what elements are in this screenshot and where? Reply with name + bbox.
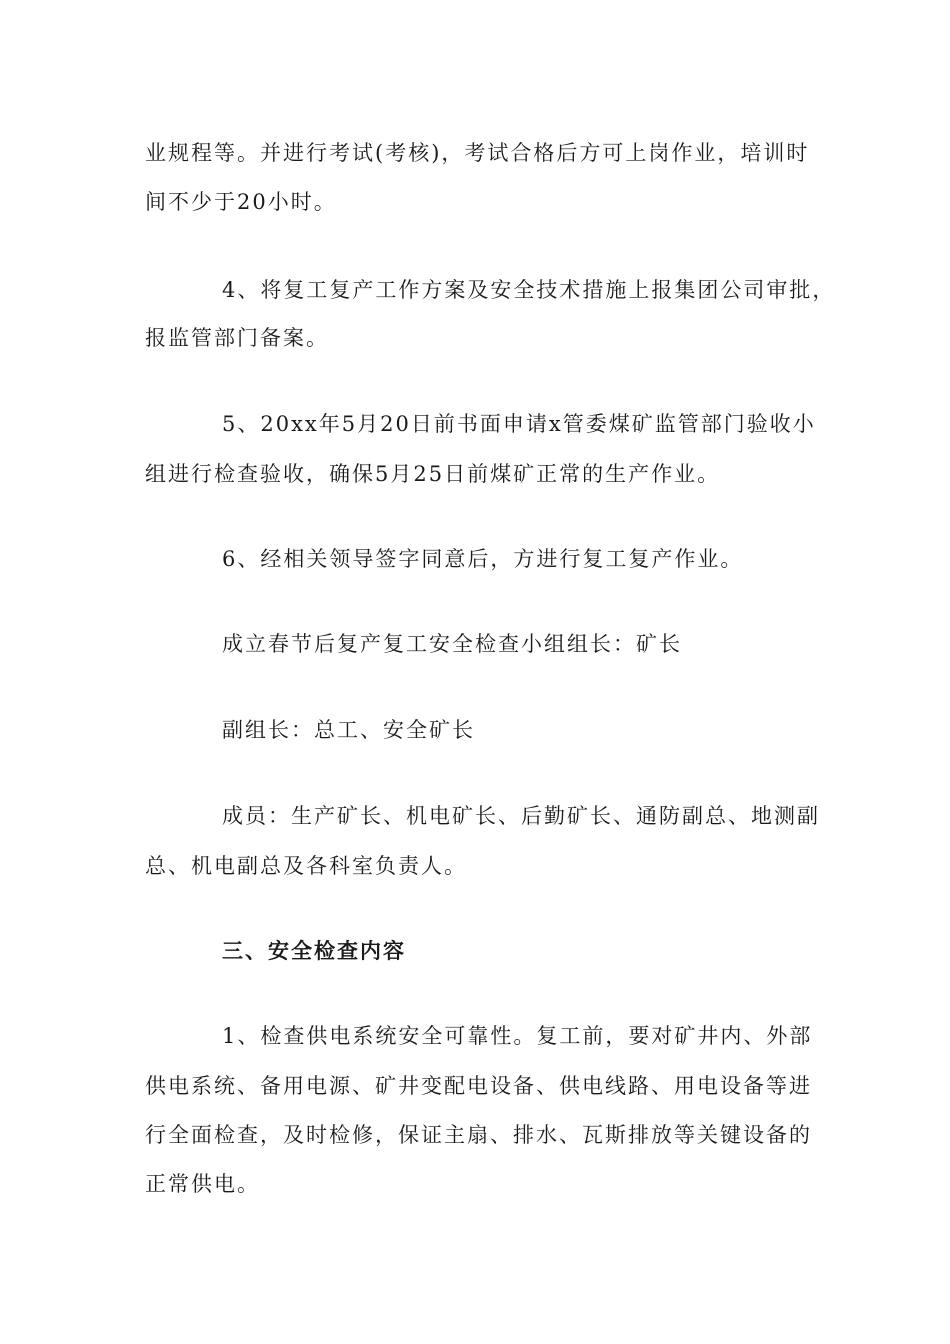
paragraph-line: 供电系统、备用电源、矿井变配电设备、供电线路、用电设备等进 — [145, 1074, 812, 1098]
paragraph-line: 5、20xx年5月20日前书面申请x管委煤矿监管部门验收小 — [222, 412, 816, 436]
paragraph-line: 行全面检查，及时检修，保证主扇、排水、瓦斯排放等关键设备的 — [145, 1123, 812, 1147]
paragraph-line: 正常供电。 — [145, 1172, 260, 1196]
paragraph-line: 间不少于20小时。 — [145, 190, 337, 214]
paragraph-line: 成员：生产矿长、机电矿长、后勤矿长、通防副总、地测副 — [222, 804, 820, 828]
paragraph-line: 副组长：总工、安全矿长 — [222, 718, 475, 742]
paragraph-line: 1、检查供电系统安全可靠性。复工前，要对矿井内、外部 — [222, 1024, 813, 1048]
paragraph-line: 组进行检查验收，确保5月25日前煤矿正常的生产作业。 — [145, 462, 721, 486]
paragraph-line: 总、机电副总及各科室负责人。 — [145, 854, 467, 878]
paragraph-line: 6、经相关领导签字同意后，方进行复工复产作业。 — [222, 547, 744, 571]
paragraph-line: 业规程等。并进行考试(考核)，考试合格后方可上岗作业，培训时 — [145, 141, 810, 165]
paragraph-line: 4、将复工复产工作方案及安全技术措施上报集团公司审批， — [222, 278, 836, 302]
section-heading: 三、安全检查内容 — [222, 939, 406, 963]
paragraph-line: 报监管部门备案。 — [145, 326, 329, 350]
paragraph-line: 成立春节后复产复工安全检查小组组长：矿长 — [222, 632, 682, 656]
